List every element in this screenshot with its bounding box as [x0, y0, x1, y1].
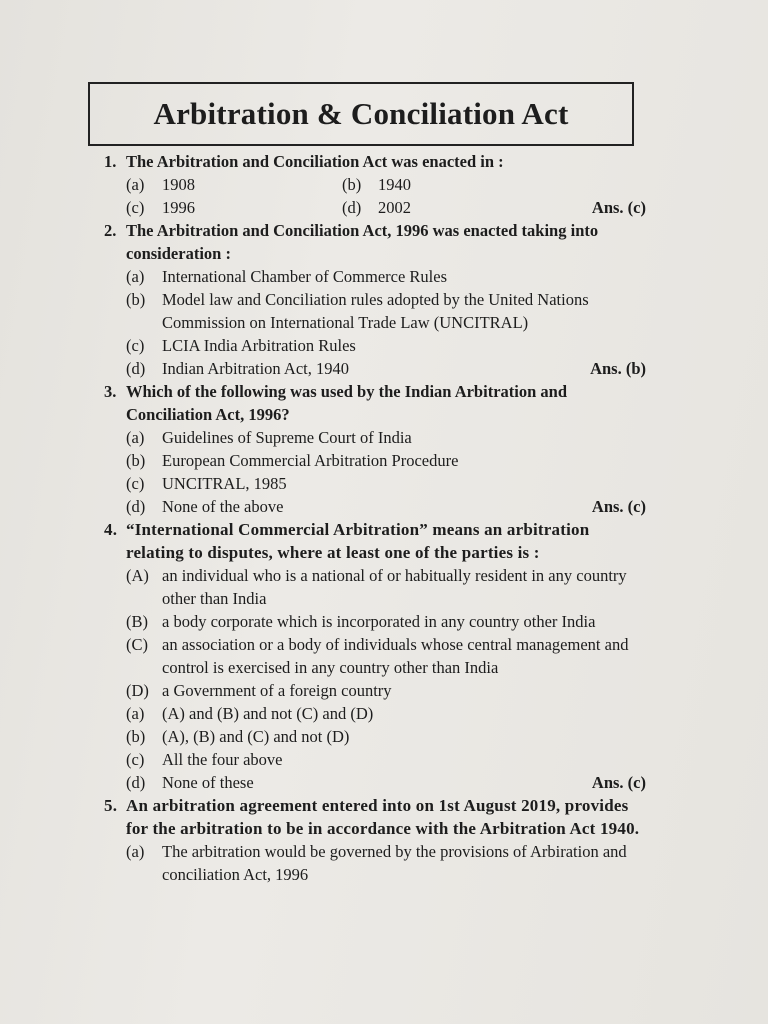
option [104, 449, 646, 472]
question-stem: The Arbitration and Conciliation Act was enacted in : [126, 152, 504, 171]
option-text: 2002 [378, 198, 411, 217]
option-key: (d) [126, 773, 146, 792]
option-key: (b) [126, 290, 146, 309]
statement-text: a body corporate which is incorporated in any country other India [162, 612, 596, 631]
option-key: (a) [126, 175, 145, 194]
option-text: The arbitration would be governed by the provisions of Arbiration and conciliation Act, 1996 [162, 842, 627, 884]
option-text: (A) and (B) and not (C) and (D) [162, 704, 374, 723]
statement [104, 610, 646, 633]
answer-label: Ans. (c) [591, 198, 646, 217]
title-box [88, 82, 634, 146]
statement-text: an association or a body of individuals whose central management and control is exercised in any country other than India [162, 635, 629, 677]
option-text: International Chamber of Commerce Rules [162, 267, 447, 286]
option-key: (a) [126, 428, 145, 447]
option [104, 357, 646, 380]
option [104, 748, 646, 771]
option-text: European Commercial Arbitration Procedure [162, 451, 459, 470]
option-key: (c) [126, 474, 145, 493]
option-key: (c) [126, 336, 145, 355]
answer-label: Ans. (c) [591, 773, 646, 792]
question-1 [104, 150, 646, 219]
question-number: 1. [104, 152, 117, 171]
option-text: Indian Arbitration Act, 1940 [162, 359, 349, 378]
question-3 [104, 380, 646, 518]
option-key: (b) [126, 727, 146, 746]
option-key: (a) [126, 267, 145, 286]
option [104, 426, 646, 449]
statement-text: a Government of a foreign country [162, 681, 392, 700]
question-stem: “International Commercial Arbitration” means an arbitration relating to disputes, where at least one of the parties is : [126, 520, 590, 562]
option-key: (b) [342, 175, 362, 194]
option-text: Model law and Conciliation rules adopted by the United Nations Commission on International Trade Law (UNCITRAL) [162, 290, 589, 332]
option [104, 495, 646, 518]
option-text: (A), (B) and (C) and not (D) [162, 727, 350, 746]
statement-key: (D) [126, 681, 149, 700]
option-text: All the four above [162, 750, 283, 769]
answer-label: Ans. (c) [591, 497, 646, 516]
option [104, 334, 646, 357]
question-4 [104, 518, 646, 794]
statement-key: (B) [126, 612, 148, 631]
option-text: 1908 [162, 175, 195, 194]
question-stem: The Arbitration and Conciliation Act, 1996 was enacted taking into consideration : [126, 221, 599, 263]
statement [104, 564, 646, 610]
statement-text: an individual who is a national of or habitually resident in any country other than India [162, 566, 627, 608]
option-key: (c) [126, 750, 145, 769]
question-number: 3. [104, 382, 117, 401]
option-text: None of these [162, 773, 254, 792]
option-text: Guidelines of Supreme Court of India [162, 428, 412, 447]
option-key: (c) [126, 198, 145, 217]
page-title: Arbitration & Conciliation Act [153, 96, 569, 131]
option [104, 288, 646, 334]
option-text: LCIA India Arbitration Rules [162, 336, 356, 355]
question-number: 4. [104, 520, 118, 539]
statement-key: (A) [126, 566, 149, 585]
statement [104, 633, 646, 679]
option-key: (a) [126, 842, 145, 861]
question-stem: Which of the following was used by the Indian Arbitration and Conciliation Act, 1996? [126, 382, 567, 424]
statement [104, 679, 646, 702]
question-2 [104, 219, 646, 380]
option-text: None of the above [162, 497, 284, 516]
option-key: (a) [126, 704, 145, 723]
option [104, 725, 646, 748]
statement-key: (C) [126, 635, 148, 654]
option-grid [104, 173, 646, 219]
option-text: 1996 [162, 198, 195, 217]
option-key: (d) [126, 359, 146, 378]
option [104, 771, 646, 794]
option [104, 265, 646, 288]
question-number: 2. [104, 221, 117, 240]
option [104, 702, 646, 725]
question-5 [104, 794, 646, 886]
option [104, 840, 646, 886]
answer-label: Ans. (b) [590, 359, 646, 378]
question-number: 5. [104, 796, 118, 815]
option-key: (d) [342, 198, 362, 217]
option-key: (b) [126, 451, 146, 470]
option-text: 1940 [378, 175, 411, 194]
option [104, 472, 646, 495]
question-list [104, 150, 646, 886]
question-stem: An arbitration agreement entered into on 1st August 2019, provides for the arbitration to be in accordance with the Arbitration Act 1940. [126, 796, 640, 838]
option-text: UNCITRAL, 1985 [162, 474, 287, 493]
option-key: (d) [126, 497, 146, 516]
